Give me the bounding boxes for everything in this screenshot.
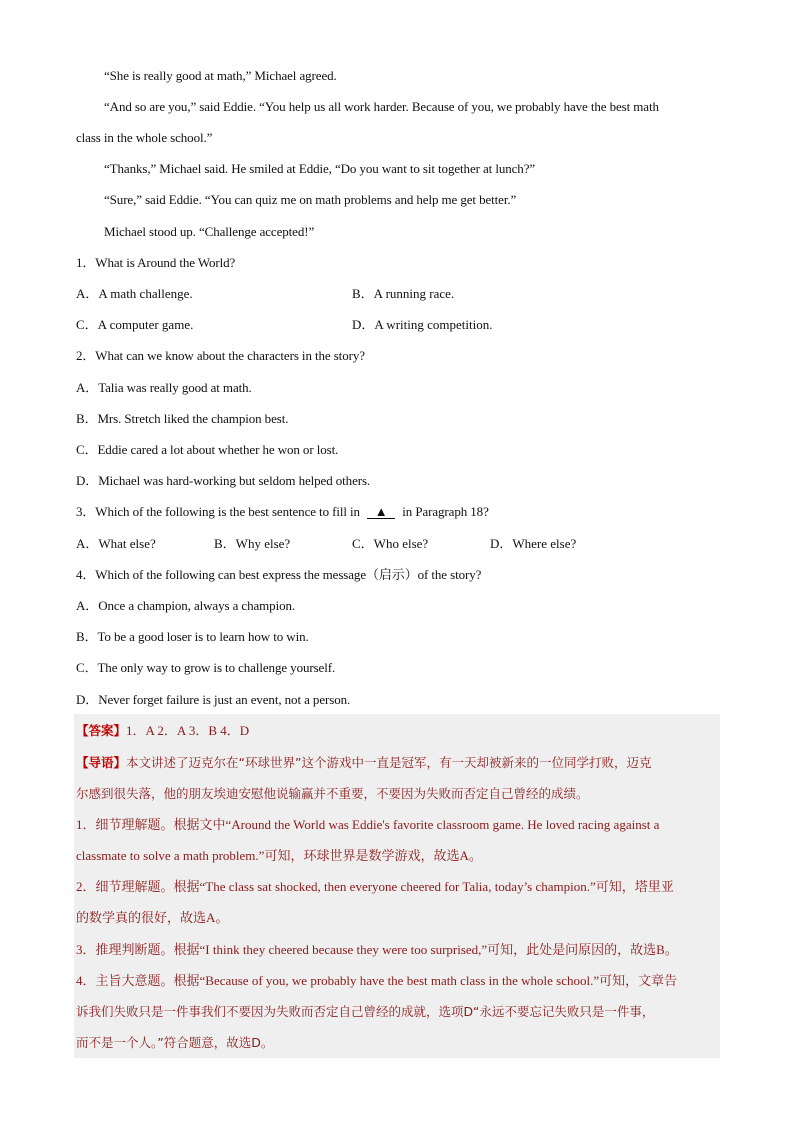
question-1-option-d: D．A writing competition. (352, 317, 493, 332)
question-4-option-c: C．The only way to grow is to challenge yourself. (76, 660, 336, 675)
explanation-4-line-1: 4．主旨大意题。根据“Because of you, we probably have the best math class in the whole school.”可知，文章告 (76, 973, 678, 988)
explanation-2-line-1: 2．细节理解题。根据“The class sat shocked, then everyone cheered for Talia, today’s champion.”可知，塔里亚 (76, 879, 674, 894)
story-paragraph-1: “She is really good at math,” Michael agreed. (104, 68, 337, 83)
question-4-option-b: B．To be a good loser is to learn how to win. (76, 629, 309, 644)
question-1-option-a: A．A math challenge. (76, 286, 193, 301)
guide-line-1 (76, 755, 651, 771)
guide-line-2: 尔感到很失落，他的朋友埃迪安慰他说输赢并不重要，不要因为失败而否定自己曾经的成绩。 (76, 786, 589, 801)
explanation-1-line-2: classmate to solve a math problem.”可知，环球世界是数学游戏，故选A。 (76, 848, 482, 863)
guide-label: 【导语】 (76, 755, 127, 770)
story-paragraph-2: “And so are you,” said Eddie. “You help us all work harder. Because of you, we probably have the best math (104, 99, 659, 114)
question-1-option-b: B．A running race. (352, 286, 455, 301)
question-4-option-d: D．Never forget failure is just an event, not a person. (76, 692, 351, 707)
question-2-stem: 2．What can we know about the characters in the story? (76, 348, 365, 363)
answer-label: 【答案】 (76, 723, 127, 738)
guide-text-1: 本文讲述了迈克尔在“环球世界”这个游戏中一直是冠军，有一天却被新来的一位同学打败，迈克 (126, 755, 652, 770)
story-paragraph-5: Michael stood up. “Challenge accepted!” (104, 224, 315, 239)
explanation-2-line-2: 的数学真的很好，故选A。 (76, 910, 229, 925)
question-3-stem (76, 504, 720, 520)
answer-key-line (76, 723, 249, 739)
question-3-option-b: B．Why else? (214, 536, 291, 551)
explanation-4-line-3: 而不是一个人。”符合题意，故选D。 (76, 1035, 274, 1050)
question-2-option-b: B．Mrs. Stretch liked the champion best. (76, 411, 289, 426)
question-3-stem-start: 3．Which of the following is the best sentence to fill in (76, 504, 360, 519)
explanation-4-line-2: 诉我们失败只是一件事我们不要因为失败而否定自己曾经的成就，选项D“永远不要忘记失败只是一件事， (76, 1004, 655, 1019)
question-3-option-d: D．Where else? (490, 536, 577, 551)
explanation-1-line-1: 1．细节理解题。根据文中“Around the World was Eddie's favorite classroom game. He loved racing against a (76, 817, 660, 832)
question-3-stem-end: in Paragraph 18? (402, 504, 489, 519)
question-3-option-c: C．Who else? (352, 536, 429, 551)
question-3-blank: ▲ (367, 505, 395, 519)
answer-values: 1．A 2．A 3．B 4．D (126, 723, 250, 738)
question-1-stem: 1．What is Around the World? (76, 255, 236, 270)
question-1-option-c: C．A computer game. (76, 317, 194, 332)
question-2-option-c: C．Eddie cared a lot about whether he won or lost. (76, 442, 339, 457)
story-paragraph-2-cont: class in the whole school.” (76, 130, 213, 145)
story-paragraph-4: “Sure,” said Eddie. “You can quiz me on math problems and help me get better.” (104, 192, 517, 207)
question-2-option-a: A．Talia was really good at math. (76, 380, 252, 395)
question-2-option-d: D．Michael was hard-working but seldom helped others. (76, 473, 371, 488)
question-3-option-a: A．What else? (76, 536, 156, 551)
story-paragraph-3: “Thanks,” Michael said. He smiled at Eddie, “Do you want to sit together at lunch?” (104, 161, 536, 176)
explanation-3-line: 3．推理判断题。根据“I think they cheered because they were too surprised,”可知，此处是问原因的，故选B。 (76, 942, 678, 957)
question-4-option-a: A．Once a champion, always a champion. (76, 598, 296, 613)
question-4-stem: 4．Which of the following can best express the message（启示）of the story? (76, 567, 482, 582)
